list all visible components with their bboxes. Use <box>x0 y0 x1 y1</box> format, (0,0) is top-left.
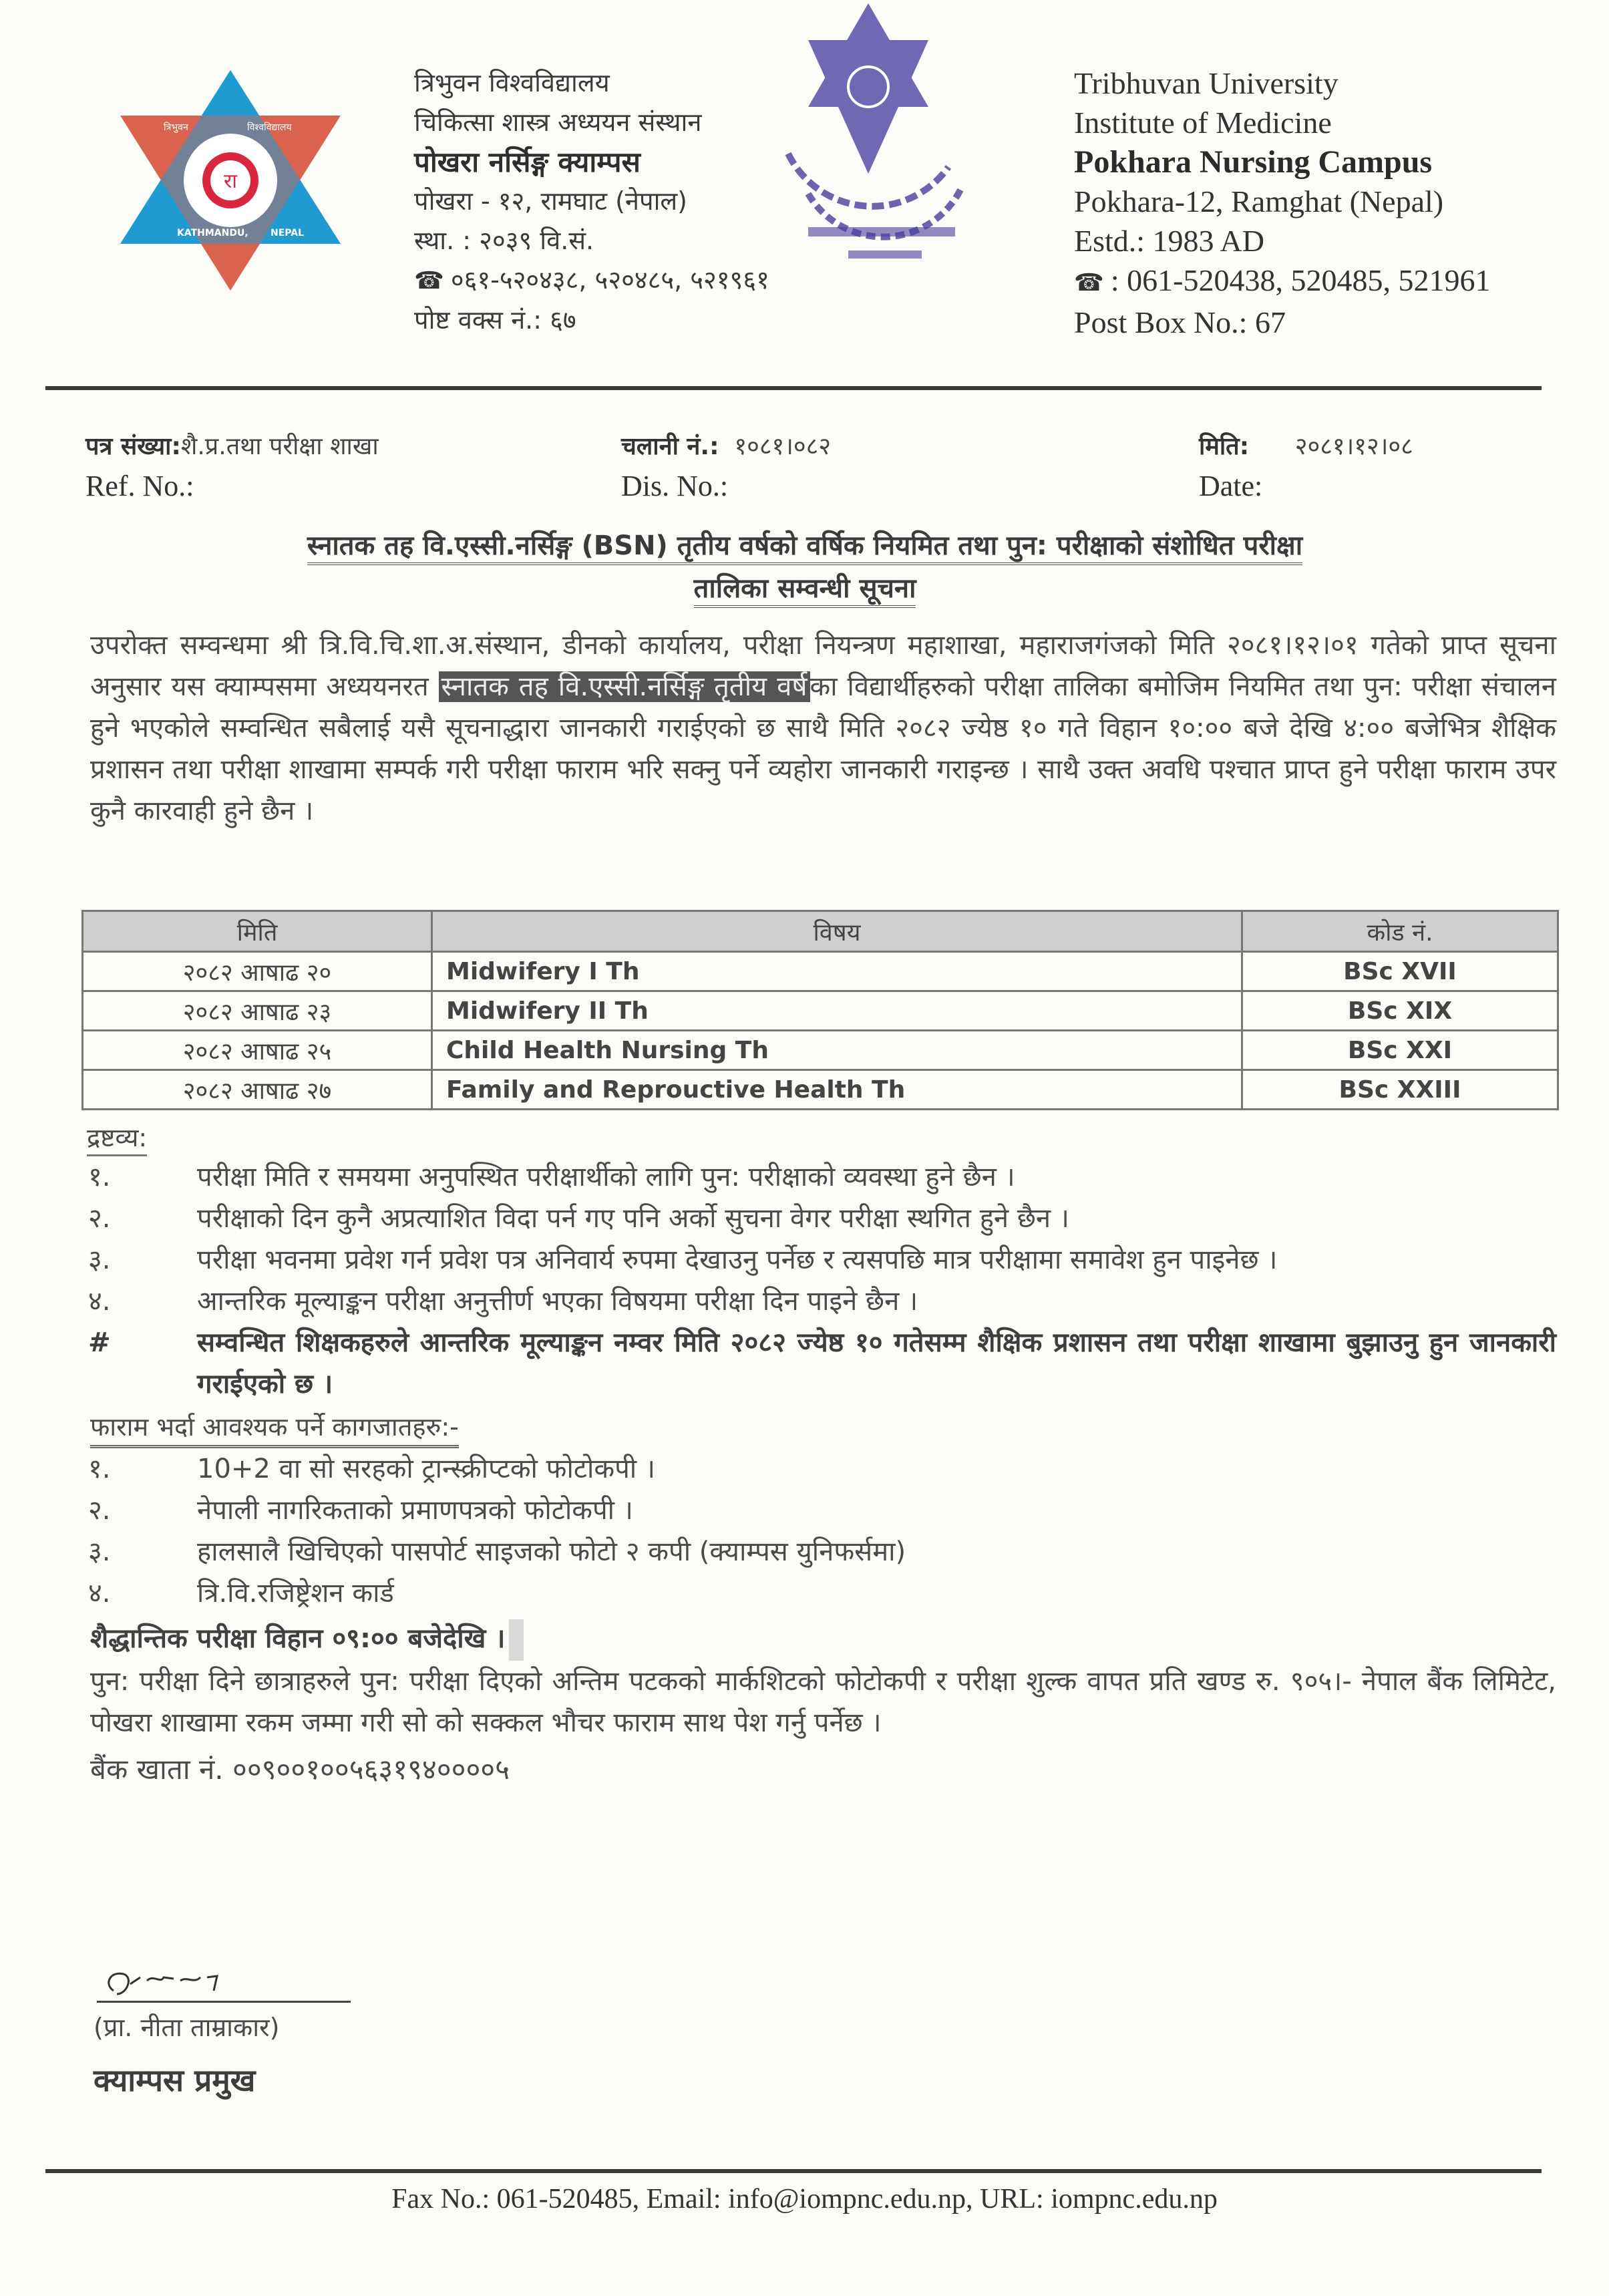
svg-text:रा: रा <box>223 170 238 193</box>
exam-schedule-table <box>81 910 1559 1110</box>
english-established: Estd.: 1983 AD <box>1074 224 1264 258</box>
note-item: ४. आन्तरिक मूल्याङ्कन परीक्षा अनुत्तीर्ण भएका विषयमा परीक्षा दिन पाइने छैन । <box>88 1286 918 1317</box>
nepali-post-box: पोष्ट वक्स नं.: ६७ <box>414 305 576 335</box>
nepali-institute-name: चिकित्सा शास्त्र अध्ययन संस्थान <box>414 108 702 137</box>
bank-account-number: बैंक खाता नं. ००९००१००५६३१९४००००५ <box>90 1753 510 1786</box>
re-exam-note: पुन: परीक्षा दिने छात्राहरुले पुन: परीक्षा दिएको अन्तिम पटकको मार्कशिटको फोटोकपी र परीक्षा शुल्क वापत प्रति खण्ड रु. ९०५।- नेपाल बैंक लिमिटेट, पोखरा शाखामा रकम जम्मा गरी सो को सक्कल भौचर फाराम साथ पेश गर्नु पर्नेछ । <box>90 1666 1556 1738</box>
footer-divider <box>45 2169 1542 2173</box>
nepali-campus-name: पोखरा नर्सिङ्ग क्याम्पस <box>414 146 641 178</box>
document-item: ४. त्रि.वि.रजिष्ट्रेशन कार्ड <box>88 1578 394 1609</box>
theory-exam-time-line <box>90 1618 1609 1661</box>
column-header-date: मिति <box>83 911 432 952</box>
english-post-box: Post Box No.: 67 <box>1074 305 1286 339</box>
table-row <box>83 1031 1558 1070</box>
subject-code: BSc XIX <box>1242 991 1558 1031</box>
note-item: १. परीक्षा मिति र समयमा अनुपस्थित परीक्षार्थीको लागि पुन: परीक्षाको व्यवस्था हुने छैन । <box>88 1162 1015 1192</box>
column-header-code: कोड नं. <box>1242 911 1558 952</box>
theory-exam-time: शैद्धान्तिक परीक्षा विहान ०९:०० बजेदेखि । <box>90 1623 506 1654</box>
date-label-en: Date: <box>1199 470 1263 502</box>
english-phone: : 061-520438, 520485, 521961 <box>1110 263 1491 297</box>
header-divider <box>45 386 1542 390</box>
document-item: १. 10+2 वा सो सरहको ट्रान्स्क्रीप्टको फोटोकपी । <box>88 1454 656 1484</box>
english-university-name: Tribhuvan University <box>1074 66 1338 100</box>
signer-name: (प्रा. नीता ताम्राकार) <box>94 2013 280 2042</box>
dispatch-label-en: Dis. No.: <box>621 470 729 502</box>
svg-text:NEPAL: NEPAL <box>271 228 305 238</box>
svg-text:KATHMANDU,: KATHMANDU, <box>177 228 248 238</box>
svg-text:विश्वविद्यालय: विश्वविद्यालय <box>247 122 292 133</box>
note-item: ३. परीक्षा भवनमा प्रवेश गर्न प्रवेश पत्र अनिवार्य रुपमा देखाउनु पर्नेछ र त्यसपछि मात्र परीक्षामा समावेश हुन पाइनेछ । <box>88 1245 1278 1275</box>
nepali-university-name: त्रिभुवन विश्वविद्यालय <box>414 68 610 98</box>
documents-heading: फाराम भर्दा आवश्यक पर्ने कागजातहरु:- <box>90 1409 459 1448</box>
highlighted-program: स्नातक तह वि.एस्सी.नर्सिङ्ग तृतीय वर्ष <box>439 671 810 702</box>
exam-subject: Midwifery II Th <box>432 991 1242 1031</box>
footer-contact: Fax No.: 061-520485, Email: info@iompnc.edu.np, URL: iompnc.edu.np <box>391 2184 1218 2215</box>
signature-line <box>97 2001 351 2003</box>
ref-number: पत्र संख्या:शै.प्र.तथा परीक्षा शाखा <box>85 433 379 460</box>
letter-date: मिति: २०८१।१२।०८ <box>1199 433 1413 460</box>
campus-seal-stamp <box>748 0 989 294</box>
english-institute-name: Institute of Medicine <box>1074 106 1332 140</box>
notice-title: स्नातक तह वि.एस्सी.नर्सिङ्ग (BSN) तृतीय वर्षको वर्षिक नियमित तथा पुन: परीक्षाको संशोधित परीक्षा तालिका सम्वन्धी सूचना <box>80 524 1530 610</box>
column-header-subject: विषय <box>432 911 1242 952</box>
dispatch-number: चलानी नं.: १०८१।०८२ <box>621 433 832 460</box>
exam-subject: Midwifery I Th <box>432 952 1242 991</box>
teacher-note: # सम्वन्धित शिक्षकहरुले आन्तरिक मूल्याङ्कन नम्वर मिति २०८२ ज्येष्ठ १० गतेसम्म शैक्षिक प्रशासन तथा परीक्षा शाखामा बुझाउनु हुन जानकारी गराईएको छ । <box>88 1327 1556 1400</box>
telephone-icon: ☎ <box>1074 269 1104 296</box>
document-item: ३. हालसालै खिचिएको पासपोर्ट साइजको फोटो २ कपी (क्याम्पस युनिफर्समा) <box>88 1536 906 1567</box>
exam-date: २०८२ आषाढ २५ <box>83 1031 432 1070</box>
exam-date: २०८२ आषाढ २० <box>83 952 432 991</box>
table-row <box>83 952 1558 991</box>
nepali-letterhead <box>414 63 769 340</box>
nepali-address: पोखरा - १२, रामघाट (नेपाल) <box>414 186 688 216</box>
english-campus-name: Pokhara Nursing Campus <box>1074 144 1433 180</box>
subject-code: BSc XXIII <box>1242 1070 1558 1110</box>
telephone-icon: ☎ <box>414 267 444 295</box>
subject-code: BSc XXI <box>1242 1031 1558 1070</box>
signer-title: क्याम्पस प्रमुख <box>94 2062 256 2098</box>
note-item: २. परीक्षाको दिन कुनै अप्रत्याशित विदा पर्न गए पनि अर्को सुचना वेगर परीक्षा स्थगित हुने छैन । <box>88 1203 1069 1234</box>
table-header-row <box>83 911 1558 952</box>
exam-subject: Child Health Nursing Th <box>432 1031 1242 1070</box>
tribhuvan-university-logo <box>114 70 347 291</box>
exam-subject: Family and Reprouctive Health Th <box>432 1070 1242 1110</box>
svg-text:त्रिभुवन: त्रिभुवन <box>164 122 188 133</box>
notice-body: उपरोक्त सम्वन्धमा श्री त्रि.वि.चि.शा.अ.संस्थान, डीनको कार्यालय, परीक्षा नियन्त्रण महाशाखा, महाराजगंजको मिति २०८१।१२।०१ गतेको प्राप्त सूचना अनुसार यस क्याम्पसमा अध्ययनरत स्नातक तह वि.एस्सी.नर्सिङ्ग तृतीय वर्ष का विद्यार्थीहरुको परीक्षा तालिका बमोजिम नियमित तथा पुन: परीक्षा संचालन हुने भएकोले सम्वन्धित सबैलाई यसै सूचनाद्धारा जानकारी गराईएको छ साथै मिति २०८२ ज्येष्ठ १० गते विहान १०:०० बजे देखि ४:०० बजेभित्र शैक्षिक प्रशासन तथा परीक्षा शाखामा सम्पर्क गरी परीक्षा फाराम भरि सक्नु पर्ने व्यहोरा जानकारी गराइन्छ । साथै उक्त अवधि पश्चात प्राप्त हुने परीक्षा फाराम उपर कुनै कारवाही हुने छैन । <box>90 630 1556 826</box>
table-row <box>83 1070 1558 1110</box>
nepali-established: स्था. : २०३९ वि.सं. <box>414 226 594 255</box>
english-address: Pokhara-12, Ramghat (Nepal) <box>1074 184 1444 218</box>
nepali-phone: ०६१-५२०४३८, ५२०४८५, ५२१९६१ <box>450 265 769 295</box>
subject-code: BSc XVII <box>1242 952 1558 991</box>
exam-date: २०८२ आषाढ २३ <box>83 991 432 1031</box>
exam-date: २०८२ आषाढ २७ <box>83 1070 432 1110</box>
scan-mark <box>509 1619 524 1661</box>
notes-heading: द्रष्टव्य: <box>87 1121 147 1156</box>
english-letterhead <box>1074 63 1490 342</box>
document-item: २. नेपाली नागरिकताको प्रमाणपत्रको फोटोकपी । <box>88 1495 633 1526</box>
ref-label-en: Ref. No.: <box>85 470 194 502</box>
lower-section <box>0 1121 1609 1790</box>
handwritten-signature <box>100 1964 260 2004</box>
table-row <box>83 991 1558 1031</box>
